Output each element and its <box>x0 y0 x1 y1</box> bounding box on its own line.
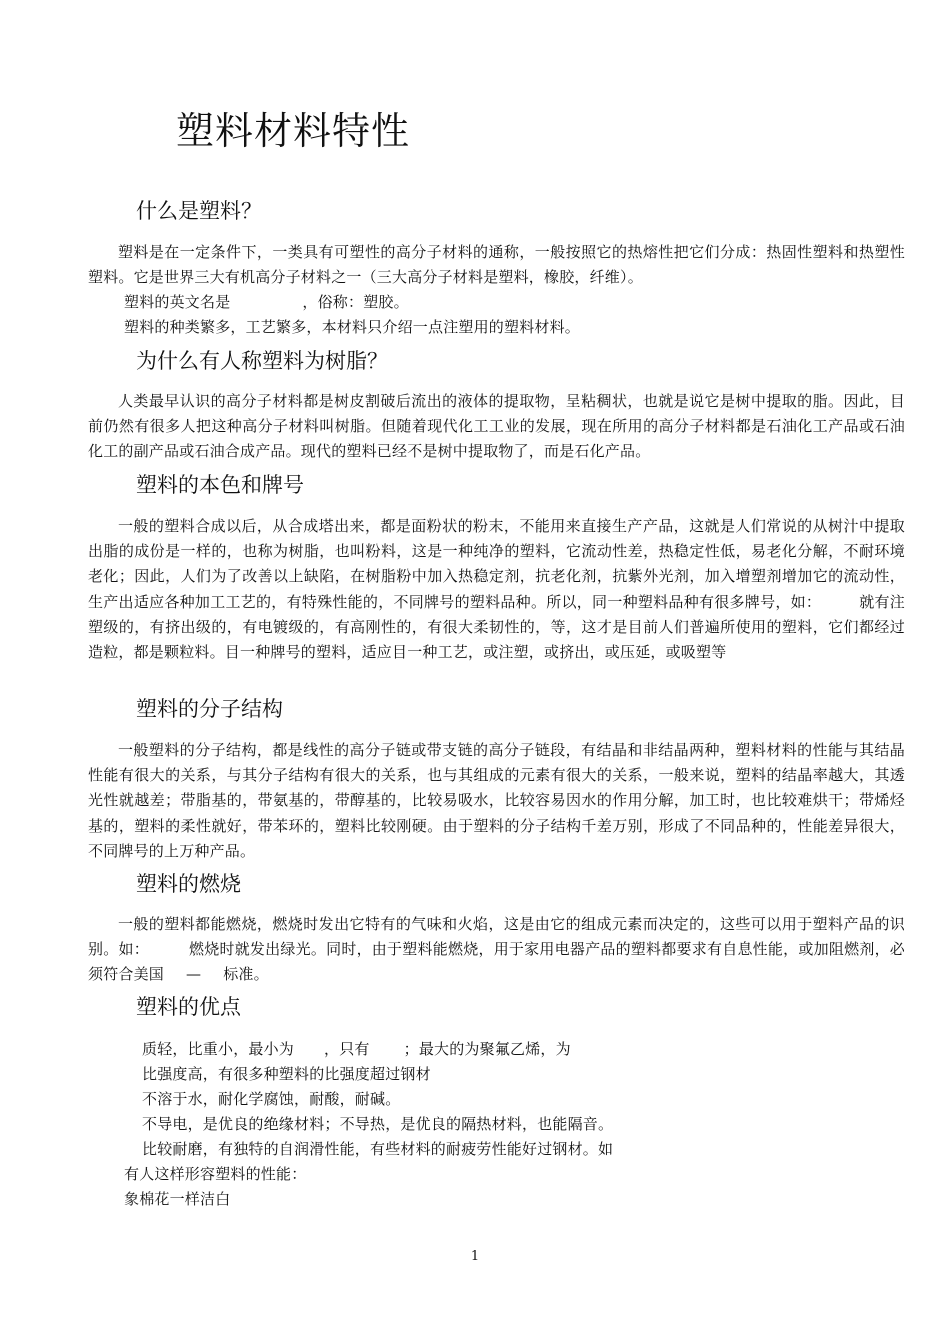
text-fragment: 就有注塑级的，有挤出级的，有电镀级的，有高刚性的，有很大柔韧性的，等，这才是目前人们普遍所使用的塑料，它们都经过造粒，都是颗粒料。目一种牌号的塑料，适应目一种工艺，或注塑，或挤出，或压延，或吸塑等 <box>88 592 905 662</box>
advantage-item: 不导电，是优良的绝缘材料；不导热，是优良的隔热材料，也能隔音。 <box>142 1115 614 1133</box>
section-heading-what-is-plastic: 什么是塑料？ <box>136 199 262 223</box>
section-heading-combustion: 塑料的燃烧 <box>136 872 241 896</box>
section-heading-advantages: 塑料的优点 <box>136 995 241 1019</box>
text-fragment: 塑料的英文名是 <box>124 293 231 311</box>
text-fragment: 一般的塑料合成以后，从合成塔出来，都是面粉状的粉末，不能用来直接生产产品，这就是人们常说的从树汁中提取出脂的成份是一样的，也称为树脂，也叫粉料，这是一种纯净的塑料，它流动性差，热稳定性低，易老化分解，不耐环境老化；因此，人们为了改善以上缺陷，在树脂粉中加入热稳定剂，抗老化剂，抗紫外光剂，加入增塑剂增加它的流动性，生产出适应各种加工工艺的，有特殊性能的，不同牌号的塑料品种。所以，同一种塑料品种有很多牌号，如： <box>88 517 905 611</box>
text-fragment: 燃烧时就发出绿光。同时，由于塑料能燃烧，用于家用电器产品的塑料都要求有自息性能，或加阻燃剂，必须符合美国 <box>88 940 905 984</box>
advantage-item <box>142 1037 571 1062</box>
section-paragraph <box>88 912 905 988</box>
section-paragraph <box>88 514 905 665</box>
text-fragment: ，只有 <box>324 1040 370 1058</box>
text-fragment: 一般的塑料都能燃烧，燃烧时发出它特有的气味和火焰，这是由它的组成元素而决定的，这些可以用于塑料产品的识别。如： <box>88 915 905 959</box>
section-heading-color-grade: 塑料的本色和牌号 <box>136 473 304 497</box>
text-fragment: — <box>186 965 202 984</box>
section-paragraph: 一般塑料的分子结构，都是线性的高分子链或带支链的高分子链段，有结晶和非结晶两种，塑料材料的性能与其结晶性能有很大的关系，与其分子结构有很大的关系，也与其组成的元素有很大的关系，一般来说，塑料的结晶率越大，其透光性就越差；带脂基的，带氨基的，带醇基的，比较易吸水，比较容易因水的作用分解，加工时，也比较难烘干；带烯烃基的，塑料的柔性就好，带苯环的，塑料比较刚硬。由于塑料的分子结构千差万别，形成了不同品种的，性能差异很大，不同牌号的上万种产品。 <box>88 741 905 860</box>
section-heading-molecular-structure: 塑料的分子结构 <box>136 697 283 721</box>
section-heading-resin: 为什么有人称塑料为树脂？ <box>136 349 388 373</box>
text-fragment: ；最大的为聚氟乙烯，为 <box>403 1040 571 1058</box>
advantage-item: 不溶于水，耐化学腐蚀，耐酸，耐碱。 <box>142 1090 401 1108</box>
page-number: 1 <box>470 1249 480 1264</box>
text-line-english-name <box>124 290 409 315</box>
advantage-item: 比强度高，有很多种塑料的比强度超过钢材 <box>142 1065 431 1083</box>
text-line: 有人这样形容塑料的性能： <box>124 1165 307 1183</box>
text-fragment: 标准。 <box>223 965 269 984</box>
section-paragraph: 人类最早认识的高分子材料都是树皮割破后流出的液体的提取物，呈粘稠状，也就是说它是树中提取的脂。因此，目前仍然有很多人把这种高分子材料叫树脂。但随着现代化工工业的发展，现在所用的高分子材料都是石油化工产品或石油化工的副产品或石油合成产品。现代的塑料已经不是树中提取物了，而是石化产品。 <box>88 392 905 461</box>
text-line-types: 塑料的种类繁多，工艺繁多，本材料只介绍一点注塑用的塑料材料。 <box>124 318 581 336</box>
text-fragment: 质轻，比重小，最小为 <box>142 1040 295 1058</box>
advantage-item: 比较耐磨，有独特的自润滑性能，有些材料的耐疲劳性能好过钢材。如 <box>142 1140 614 1158</box>
text-line: 象棉花一样洁白 <box>124 1190 231 1208</box>
text-fragment: ，俗称：塑胶。 <box>302 293 409 311</box>
section-paragraph: 塑料是在一定条件下，一类具有可塑性的高分子材料的通称，一般按照它的热熔性把它们分成：热固性塑料和热塑性塑料。它是世界三大有机高分子材料之一（三大高分子材料是塑料，橡胶，纤维）。 <box>88 243 905 287</box>
document-title: 塑料材料特性 <box>176 109 411 153</box>
